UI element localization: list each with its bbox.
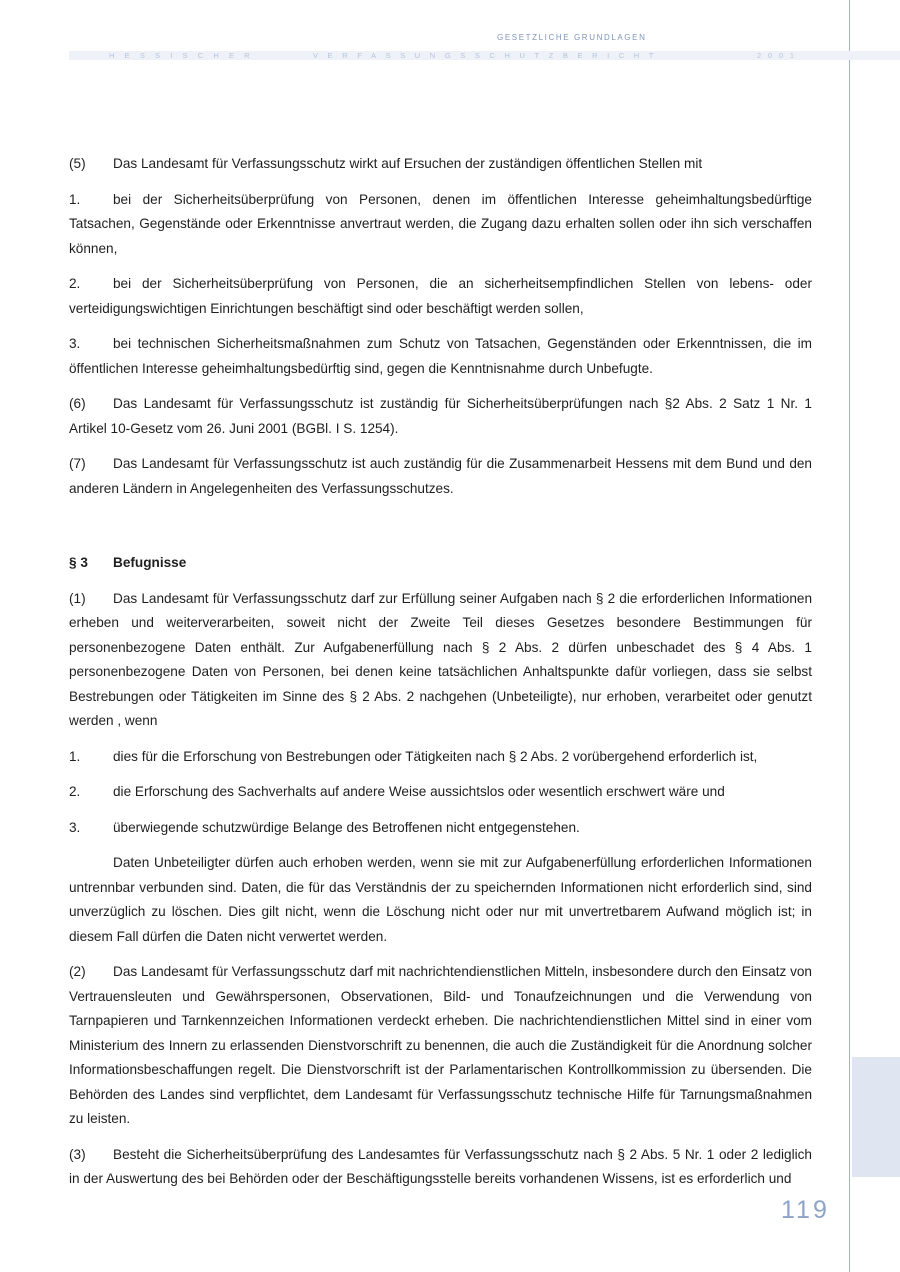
paragraph-text: Das Landesamt für Verfassungsschutz darf zur Erfüllung seiner Aufgaben nach § 2 die erforderlichen Informationen erheben und weiterverarbeiten, soweit nicht der Zweite Teil dieses Gesetzes besondere Bestimmungen für personenbezogene Daten enthält. Zur Aufgabenerfüllung nach § 2 Abs. 2 dürfen unbeschadet des § 4 Abs. 1 personenbezogene Daten von Personen, bei denen keine tatsächlichen Anhaltspunkte dafür vorliegen, dass sie selbst Bestrebungen oder Tätigkeiten im Sinne des § 2 Abs. 2 nachgehen (Unbeteiligte), nur erhoben, verarbeitet oder genutzt werden , wenn [69,590,812,728]
section-heading [69,551,812,576]
paragraph-number: (3) [69,1146,86,1162]
paragraph-text: Das Landesamt für Verfassungsschutz wirkt auf Ersuchen der zuständigen öffentlichen Stellen mit [113,156,703,171]
paragraph-6 [69,392,812,441]
list-item-3 [69,332,812,381]
paragraph-b1 [69,587,812,734]
list-number: 3. [69,336,81,351]
list-item-j3 [69,816,812,841]
list-number: 2. [69,784,81,799]
running-header-part2: VERFASSUNGSSCHUTZBERICHT [313,51,663,60]
paragraph-7 [69,452,812,501]
section-number: § 3 [69,555,88,570]
continuation-paragraph: Daten Unbeteiligter dürfen auch erhoben werden, wenn sie mit zur Aufgabenerfüllung erforderlichen Informationen untrennbar verbunden sind. Daten, die für das Verständnis der zu speichernden Informationen nicht erforderlich sind, sind unverzüglich zu löschen. Dies gilt nicht, wenn die Löschung nicht oder nur mit unvertretbarem Aufwand möglich ist; in diesem Fall dürfen die Daten nicht verwertet werden. [69,855,812,944]
document-body [69,152,812,1203]
side-tab-marker [852,1057,900,1177]
list-number: 2. [69,276,81,291]
paragraph-text: Besteht die Sicherheitsüberprüfung des Landesamtes für Verfassungsschutz nach § 2 Abs. 5 Nr. 1 oder 2 lediglich in der Auswertung des bei Behörden oder der Beschäftigungsstelle bereits vorhandenen Wissens, ist es erforderlich und [69,1146,812,1186]
paragraph-5 [69,152,812,177]
list-text: bei der Sicherheitsüberprüfung von Personen, denen im öffentlichen Interesse geheimhaltungsbedürftige Tatsachen, Gegenstände oder Erkenntnisse anvertraut werden, die Zugang dazu erhalten sollen oder ihn sich verschaffen können, [69,191,812,256]
running-header-band [69,51,900,60]
paragraph-number: (7) [69,456,86,471]
list-text: bei der Sicherheitsüberprüfung von Personen, die an sicherheitsempfindlichen Stellen von lebens- oder verteidigungswichtigen Einrichtungen beschäftigt sind oder beschäftigt werden sollen, [69,276,812,316]
running-header-year: 2001 [757,51,801,60]
paragraph-b3 [69,1143,812,1192]
list-text: dies für die Erforschung von Bestrebungen oder Tätigkeiten nach § 2 Abs. 2 vorübergehend erforderlich ist, [113,748,758,764]
list-item-1 [69,188,812,262]
section-title: Befugnisse [113,555,187,570]
list-number: 1. [69,748,81,764]
page-number: 119 [781,1196,830,1224]
right-margin-rule [849,0,850,1272]
paragraph-text: Das Landesamt für Verfassungsschutz ist auch zuständig für die Zusammenarbeit Hessens mit dem Bund und den anderen Ländern in Angelegenheiten des Verfassungsschutzes. [69,456,812,496]
paragraph-number: (2) [69,964,86,979]
list-item-j1 [69,745,812,770]
running-header-section: GESETZLICHE GRUNDLAGEN [497,33,647,42]
paragraph-number: (1) [69,590,86,606]
paragraph-number: (6) [69,396,86,411]
paragraph-text: Das Landesamt für Verfassungsschutz ist zuständig für Sicherheitsüberprüfungen nach §2 Abs. 2 Satz 1 Nr. 1 Artikel 10-Gesetz vom 26. Juni 2001 (BGBl. I S. 1254). [69,396,812,436]
running-header-part1: HESSISCHER [109,51,260,60]
paragraph-b2 [69,960,812,1132]
list-number: 1. [69,191,81,207]
paragraph-number: (5) [69,156,86,171]
paragraph-text: Das Landesamt für Verfassungsschutz darf mit nachrichtendienstlichen Mitteln, insbesondere durch den Einsatz von Vertrauensleuten und Gewährspersonen, Observationen, Bild- und Tonaufzeichnungen und die Verwendung von Tarnpapieren und Tarnkennzeichen Informationen verdeckt erheben. Die nachrichtendienstlichen Mittel sind in einer vom Ministerium des Innern zu erlassenden Dienstvorschrift zu benennen, die auch die Zuständigkeit für die Anordnung solcher Informationsbeschaffungen regelt. Die Dienstvorschrift ist der Parlamentarischen Kontrollkommission zu übersenden. Die Behörden des Landes sind verpflichtet, dem Landesamt für Verfassungsschutz technische Hilfe für Tarnungsmaßnahmen zu leisten. [69,964,812,1126]
list-item-j2 [69,780,812,805]
list-text: bei technischen Sicherheitsmaßnahmen zum Schutz von Tatsachen, Gegenständen oder Erkenntnissen, die im öffentlichen Interesse geheimhaltungsbedürftig sind, gegen die Kenntnisnahme durch Unbefugte. [69,336,812,376]
list-text: überwiegende schutzwürdige Belange des Betroffenen nicht entgegenstehen. [113,819,580,835]
list-text: die Erforschung des Sachverhalts auf andere Weise aussichtslos oder wesentlich erschwert wäre und [113,784,725,799]
list-item-2 [69,272,812,321]
list-number: 3. [69,819,81,835]
